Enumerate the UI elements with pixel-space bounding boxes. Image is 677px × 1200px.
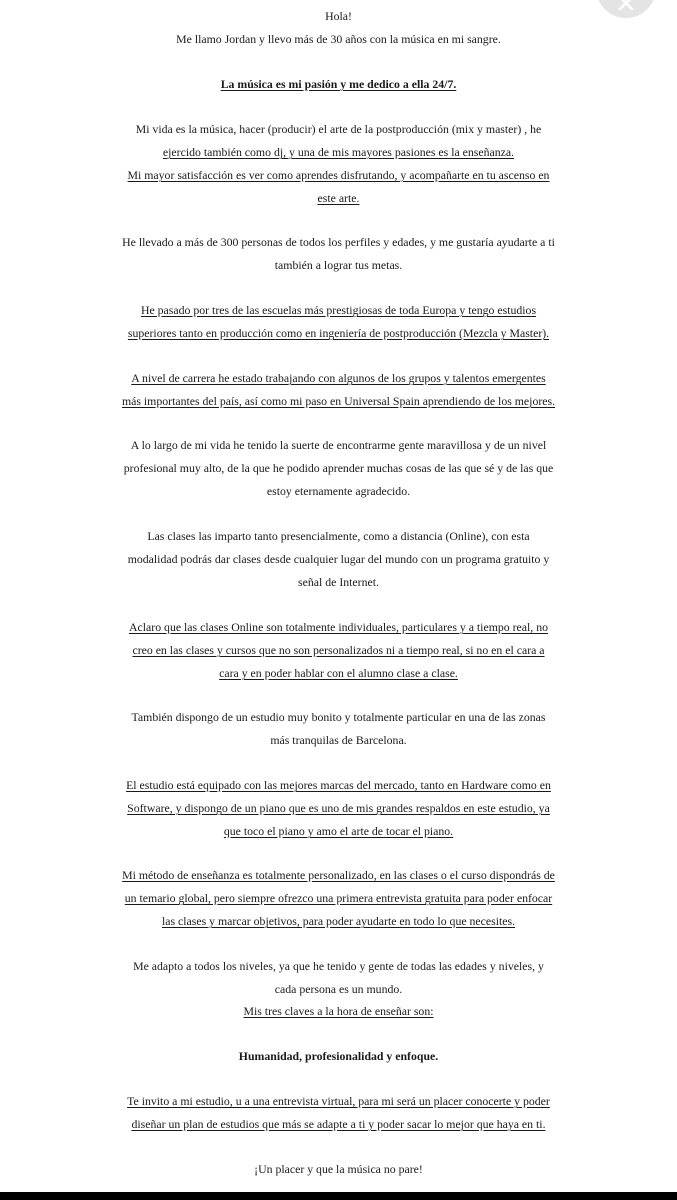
close-icon bbox=[617, 0, 635, 12]
text-line: las clases y marcar objetivos, para poder ayudarte en todo lo que necesites. bbox=[161, 914, 516, 928]
text-line: ejercido también como dj, y una de mis mayores pasiones es la enseñanza. bbox=[162, 145, 515, 159]
text-line: Aclaro que las clases Online son totalmente individuales, particulares y a tiempo real, no bbox=[129, 620, 548, 634]
text-line: La música es mi pasión y me dedico a ella 24/7. bbox=[220, 77, 457, 91]
text-line: un temario global, pero siempre ofrezco una primera entrevista gratuita para poder enfocar bbox=[124, 891, 553, 905]
text-line: creo en las clases y cursos que no son personalizados ni a tiempo real, si no en el cara a bbox=[132, 643, 545, 657]
text-line: que toco el piano y amo el arte de tocar el piano. bbox=[223, 824, 454, 838]
text-line: Software, y dispongo de un piano que es uno de mis grandes respaldos en este estudio, ya bbox=[127, 801, 550, 815]
text-line: El estudio está equipado con las mejores marcas del mercado, tanto en Hardware como en bbox=[126, 778, 551, 792]
text-line: Me llamo Jordan y llevo más de 30 años con la música en mi sangre. bbox=[176, 32, 501, 46]
text-line: Mis tres claves a la hora de enseñar son: bbox=[243, 1004, 434, 1018]
text-line: este arte. bbox=[317, 191, 360, 205]
text-line: modalidad podrás dar clases desde cualquier lugar del mundo con un programa gratuito y bbox=[127, 552, 550, 566]
text-line: A lo largo de mi vida he tenido la suerte de encontrarme gente maravillosa y de un nivel bbox=[130, 438, 547, 452]
text-line: más importantes del país, así como mi paso en Universal Spain aprendiendo de los mejores. bbox=[121, 394, 556, 408]
text-line: estoy eternamente agradecido. bbox=[266, 484, 411, 498]
text-line: Mi mayor satisfacción es ver como aprendes disfrutando, y acompañarte en tu ascenso en bbox=[127, 168, 550, 182]
text-line: profesional muy alto, de la que he podido aprender muchas cosas de las que sé y de las que bbox=[123, 461, 554, 475]
text-line: Mi vida es la música, hacer (producir) el arte de la postproducción (mix y master) , he bbox=[135, 122, 542, 136]
text-line: cara y en poder hablar con el alumno clase a clase. bbox=[219, 666, 458, 680]
text-line: Las clases las imparto tanto presencialmente, como a distancia (Online), con esta bbox=[147, 529, 530, 543]
text-line: Humanidad, profesionalidad y enfoque. bbox=[238, 1049, 439, 1063]
text-line: Mi método de enseñanza es totalmente personalizado, en las clases o el curso dispondrás de bbox=[122, 868, 555, 882]
text-line: señal de Internet. bbox=[298, 575, 379, 589]
text-line: He llevado a más de 300 personas de todos los perfiles y edades, y me gustaría ayudarte a ti bbox=[122, 235, 555, 249]
text-line: cada persona es un mundo. bbox=[274, 982, 403, 996]
text-line: más tranquilas de Barcelona. bbox=[270, 733, 407, 747]
text-line: También dispongo de un estudio muy bonito y totalmente particular en una de las zonas bbox=[131, 710, 546, 724]
text-line: diseñar un plan de estudios que más se adapte a ti y poder sacar lo mejor que haya en ti. bbox=[131, 1117, 546, 1131]
text-line: superiores tanto en producción como en ingeniería de postproducción (Mezcla y Master). bbox=[127, 326, 550, 340]
text-line: He pasado por tres de las escuelas más prestigiosas de toda Europa y tengo estudios bbox=[140, 303, 537, 317]
text-line: ¡Un placer y que la música no pare! bbox=[254, 1162, 423, 1176]
text-line: Me adapto a todos los niveles, ya que he tenido y gente de todas las edades y niveles, y bbox=[133, 959, 544, 973]
bottom-bar bbox=[0, 1192, 677, 1200]
text-line: Te invito a mi estudio, u a una entrevista virtual, para mi será un placer conocerte y poder bbox=[127, 1094, 550, 1108]
text-line: A nivel de carrera he estado trabajando con algunos de los grupos y talentos emergentes bbox=[131, 371, 546, 385]
text-line: Hola! bbox=[325, 9, 352, 23]
text-line: también a lograr tus metas. bbox=[274, 258, 403, 272]
